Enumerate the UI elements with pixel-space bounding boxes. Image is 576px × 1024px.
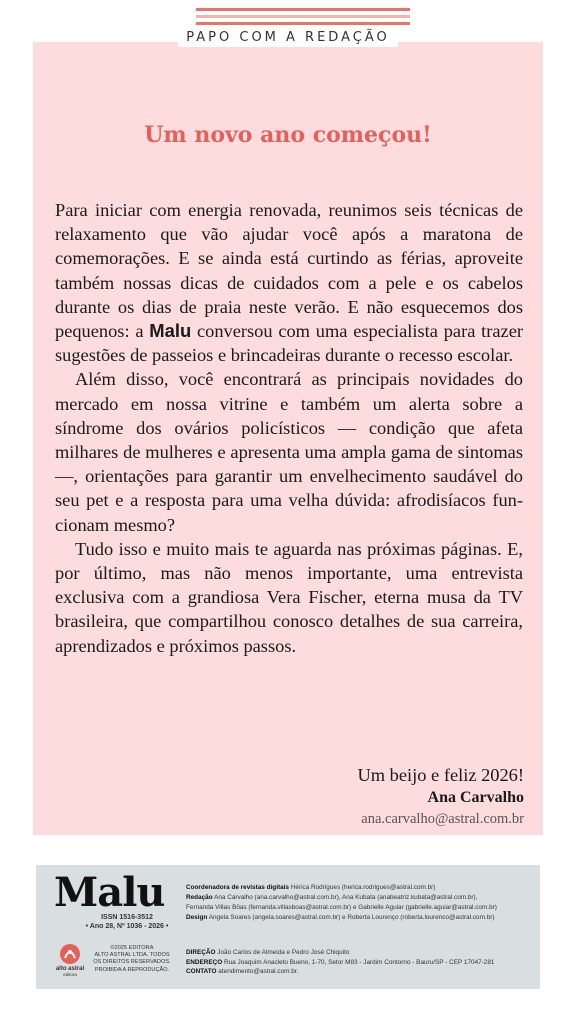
publisher-logo: alto astral editora	[50, 943, 90, 977]
issn-info: ISSN 1516-3512 • Ano 28, Nº 1036 - 2026 •	[85, 914, 169, 930]
company-info: DIREÇÃO João Carlos de Almeida e Pedro José Chiquito ENDEREÇO Rua Joaquim Anacleto Bueno, 1-70, Setor M83 - Jardim Contorno - Bauru/SP - CEP 17047-281 CONTATO atendimento@astral.com.br.	[186, 949, 495, 976]
publisher-emblem-icon	[59, 943, 81, 965]
paragraph-1: Para iniciar com energia renovada, reunimos seis técnicas de relaxamento que vão ajudar você após a maratona de comemorações. E se ainda está curtindo as férias, aproveite também nossas dicas de cuidados com a pele e os cabelos durante os dias de praia neste verão. E não esquecemos dos pequenos: a Malu conversou com uma especialista para trazer sugestões de passeios e brincadeiras durante o recesso escolar.	[55, 200, 523, 366]
section-label: PAPO COM A REDAÇÃO	[0, 30, 576, 45]
article-title: Um novo ano começou!	[144, 122, 432, 148]
masthead-footer	[36, 865, 540, 989]
author-email: ana.carvalho@astral.com.br	[361, 811, 524, 827]
copyright-notice: ©2025 EDITORA ALTO ASTRAL LTDA. TODOS OS DIREITOS RESERVADOS. PROIBIDA A REPRODUÇÃO.	[93, 945, 171, 973]
farewell-text: Um beijo e feliz 2026!	[357, 765, 524, 785]
paragraph-3: Tudo isso e muito mais te aguarda nas próximas páginas. E, por último, mas não menos importante, uma entrevista exclusiva com a grandiosa Vera Fischer, eterna musa da TV brasileira, que compartilhou conosco detalhes de sua carreira, aprendizados e próximos passos.	[55, 538, 523, 656]
author-name: Ana Carvalho	[427, 789, 524, 806]
editorial-credits: Coordenadora de revistas digitais Hérica Rodrigues (herica.rodrigues@astral.com.br) Redação Ana Carvalho (ana.carvalho@astral.com.br), Ana Kubata (anabeatriz.kubata@astral.com.br), Fernanda Villas Bôas (fernanda.villasboas@astral.com.br) e Gabrielle Aguiar (gabrielle.aguiar@astral.com.br) Design Angela Soares (angela.soares@astral.com.br) e Roberta Lourenço (roberta.lourenco@astral.com.br)	[186, 884, 497, 921]
paragraph-2: Além disso, você encontrará as principais novidades do mercado em nossa vitrine e também um alerta sobre a síndrome dos ovários policísticos — condição que afeta milhares de mulheres e apresenta uma ampla gama de sintomas —, orientações para garantir um envelhecimento saudável do seu pet e a resposta para uma velha dúvida: afrodisíacos funcionam mesmo?	[55, 369, 523, 535]
magazine-name-bold: Malu	[149, 320, 192, 342]
header-decorative-stripes	[196, 8, 410, 30]
article-body	[55, 198, 523, 658]
magazine-logo: Malu	[54, 869, 165, 916]
sign-off	[358, 763, 525, 829]
